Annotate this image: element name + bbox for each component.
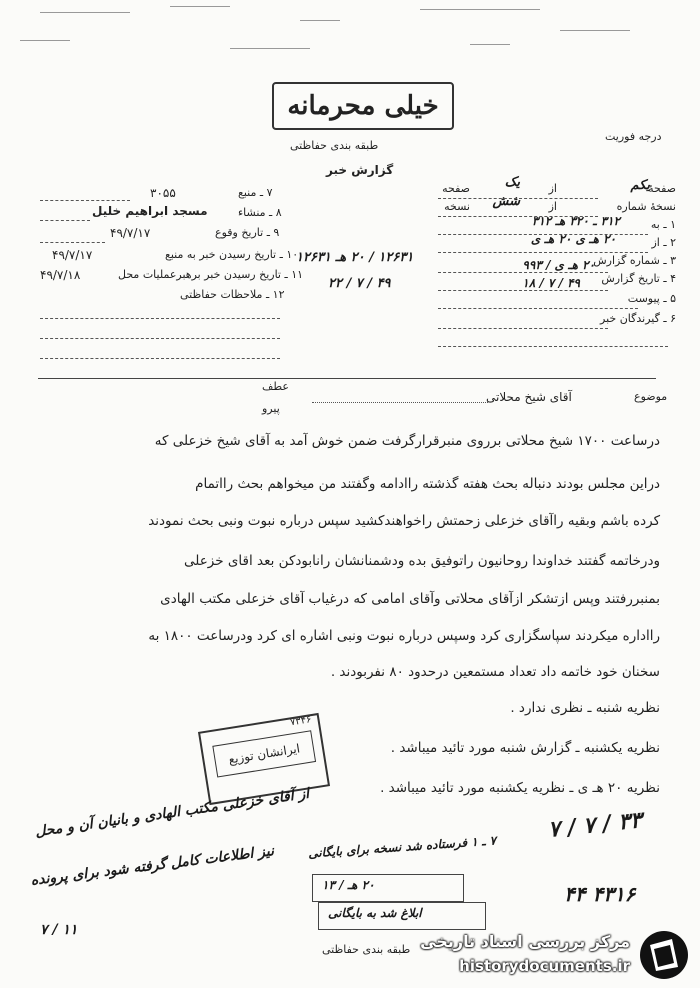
source-label: ۷ ـ منبع [238,186,273,199]
dotted-line [40,242,105,243]
dotted-line [40,318,280,319]
handwritten-note: از آقای خزعلی مکتب الهادی و بانیان آن و محل [34,785,311,841]
copy-total: شش [492,194,520,209]
opinion-line: نظریه شنبه ـ نظری ندارد . [510,700,660,716]
handwritten-date: ۴۹ / ۷ / ۲۲ [328,276,391,291]
handwritten-mark: ۴۳۱۶ ۴۴ [564,882,636,906]
page-label: صفحهٔ [648,182,676,195]
handwritten-note: ۱۱ / ۷ [40,922,78,938]
handwritten-reference: ۱۲۶۳۱ / ۲۰ هـ ۱۲۶۳۱ [296,250,414,265]
classification-label: طبقه بندی حفاظتی [290,139,379,152]
footer-classification: طبقه بندی حفاظتی [322,943,411,956]
page-word: صفحه [442,182,470,195]
occurrence-date-value: ۴۹/۷/۱۷ [110,226,151,240]
from-label: ۲ ـ از [651,236,676,249]
dotted-line [438,216,598,217]
copy-word: نسخه [444,200,470,213]
watermark-title: مرکز بررسی اسناد تاریخی [420,932,630,951]
doc-type: گزارش خبر [326,163,394,177]
recipients-label: ۶ ـ گیرندگان خبر [600,312,676,325]
stamp-number: ۷۳۴۶ [289,714,313,729]
page-total: یک [504,175,520,190]
dotted-line [40,338,280,339]
body-line: بمنبررفتند وپس ازتشکر ازآقای محلاتی وآقای امامی که درغیاب آقای خزعلی مکتب الهادی [160,591,660,607]
to-ops-date-label: ۱۱ ـ تاریخ رسیدن خبر برهبرعملیات محل [118,268,304,281]
dotted-line [438,308,638,309]
dotted-line [438,272,608,273]
copy-from-label: از [548,200,557,213]
subject-label: موضوع [634,390,668,403]
top-secret-stamp [272,82,454,130]
dotted-line [438,328,608,329]
action-label: عطف [262,380,289,393]
handwritten-mark: ۳۳ / ۷ / ۷ [546,807,644,843]
separator-line [38,378,656,379]
handwritten-note: ۲۰ هـ / ۱۳ [322,878,375,892]
report-number-value: ۲۰ هـ ی / ۹۹۳ [522,258,595,272]
to-label: ۱ ـ به [650,218,676,231]
dotted-line [438,252,648,253]
origin-value: مسجد ابراهیم خلیل [92,204,208,218]
dotted-line [438,290,608,291]
page-value: یکم [630,178,650,193]
watermark-url: historydocuments.ir [459,957,630,975]
dotted-line [438,198,598,199]
body-line: سخنان خود خاتمه داد تعداد مستمعین درحدود ۸۰ نفربودند . [330,664,660,680]
report-number-label: ۳ ـ شماره گزارش [593,254,676,267]
to-ops-date-value: ۴۹/۷/۱۸ [40,268,81,282]
to-value: ۳۱۲ ـ ۳۲۰ هـ ۳۱۲ [531,214,620,228]
subject-line [312,402,488,403]
opinion-line: نظریه ۲۰ هـ ی ـ نظریه یکشنبه مورد تائید میباشد . [380,780,660,796]
to-source-date-value: ۴۹/۷/۱۷ [52,248,93,262]
body-line: درساعت ۱۷۰۰ شیخ محلاتی برروی منبرقرارگرفت ضمن خوش آمد به آقای شیخ خزعلی که [154,433,660,449]
dotted-line [438,346,668,347]
body-line: کرده باشم وبقیه راآقای خزعلی زحمتش راخواهندکشید سپس درباره نبوت ونبی بحث نمودند [148,513,660,529]
from-value: ۲۰ هـ ی ۲۰ هـ ی [530,232,616,246]
to-source-date-label: ۱۰ ـ تاریخ رسیدن خبر به منبع [165,248,299,261]
report-date-value: ۴۹ / ۷ / ۱۸ [522,276,580,290]
stamp-text: ایرانشان توزیع [227,741,301,767]
handwritten-note: نیز اطلاعات کامل گرفته شود برای پرونده [29,843,275,889]
page-from-label: از [548,182,557,195]
priority-label: درجه فوریت [605,130,662,143]
attachment-label: ۵ ـ پیوست [627,292,676,305]
occurrence-date-label: ۹ ـ تاریخ وقوع [215,226,280,239]
body-line: رااداره میکردند سپاسگزاری کرد وسپس درباره نبوت ونبی اشاره ای کرد ودرساعت ۱۸۰۰ به [148,628,660,644]
dotted-line [40,220,90,221]
dotted-line [40,200,130,201]
handwritten-note: ۷ ـ ۱ فرستاده شد نسخه برای بایگانی [307,833,497,861]
stamp-text: خیلی محرمانه [287,91,439,121]
body-line: دراین مجلس بودند دنباله بحث هفته گذشته راادامه وگفتند من میخواهم بحث رااتمام [195,476,660,492]
follow-label: پیرو [262,402,280,415]
origin-label: ۸ ـ منشاء [238,206,282,219]
security-notes-label: ۱۲ ـ ملاحظات حفاظتی [180,288,285,301]
dotted-line [40,358,280,359]
body-line: ودرخاتمه گفتند خداوندا روحانیون راتوفیق بده ودشمنانشان رانابودکن بعد اقای خزعلی [184,553,660,569]
handwritten-note: ابلاغ شد به بایگانی [328,906,422,920]
subject-value: آقای شیخ محلاتی [486,390,572,404]
dotted-line [438,234,648,235]
opinion-line: نظریه یکشنبه ـ گزارش شنبه مورد تائید میباشد . [390,740,660,756]
source-value: ۳۰۵۵ [150,186,176,200]
report-date-label: ۴ ـ تاریخ گزارش [601,272,676,285]
copy-label: نسخهٔ شماره [616,200,676,213]
scan-noise [0,0,700,60]
